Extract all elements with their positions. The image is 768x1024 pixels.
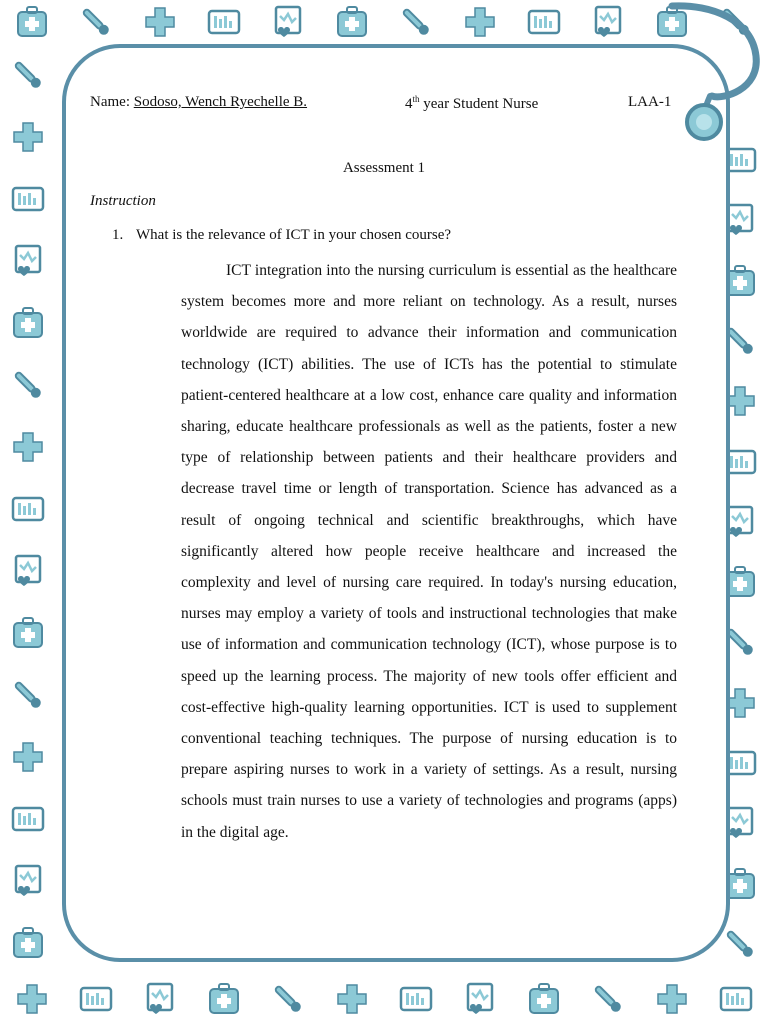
year-label: year Student Nurse (419, 96, 539, 112)
answer-paragraph: ICT integration into the nursing curriculum is essential as the healthcare system becomes more and more reliant on technology. As a result, nurses worldwide are required to advance their information and communication technology (ICT) abilities. The use of ICTs has the potential to stimulate patient-centered healthcare at a low cost, enhance care quality and information sharing, educate healthcare professionals as well as the patients, foster a new type of relationship between patients and their healthcare providers and decrease travel time or length of transportation. Science has advanced as a result of ongoing technical and scientific breakthroughs, which have significantly altered how people receive healthcare and increased the complexity and level of nursing care required. In today's nursing education, nurses may employ a variety of tools and instructional technologies that make use of information and communication technology (ICT), whose purpose is to speed up the learning process. The majority of new tools offer efficient and cost-effective high-quality learning opportunities. ICT is used to supplement conventional teaching techniques. The purpose of nursing education is to prepare aspiring nurses to work in a variety of settings. As a result, nursing schools must train nurses to use a variety of technologies and programs (apps) in the digital age. (181, 262, 677, 841)
student-name (90, 94, 307, 111)
question-text: What is the relevance of ICT in your chosen course? (136, 227, 452, 243)
activity-code: LAA-1 (628, 94, 672, 110)
year-number: 4 (405, 96, 413, 112)
question-number: 1. (112, 227, 124, 243)
year-suffix: th (412, 94, 420, 104)
page-title: Assessment 1 (342, 160, 426, 176)
name-value: Sodoso, Wench Ryechelle B. (133, 94, 308, 110)
instruction-label: Instruction (90, 193, 156, 209)
year-level (405, 94, 538, 113)
name-label: Name: (90, 94, 130, 110)
question (112, 227, 451, 244)
